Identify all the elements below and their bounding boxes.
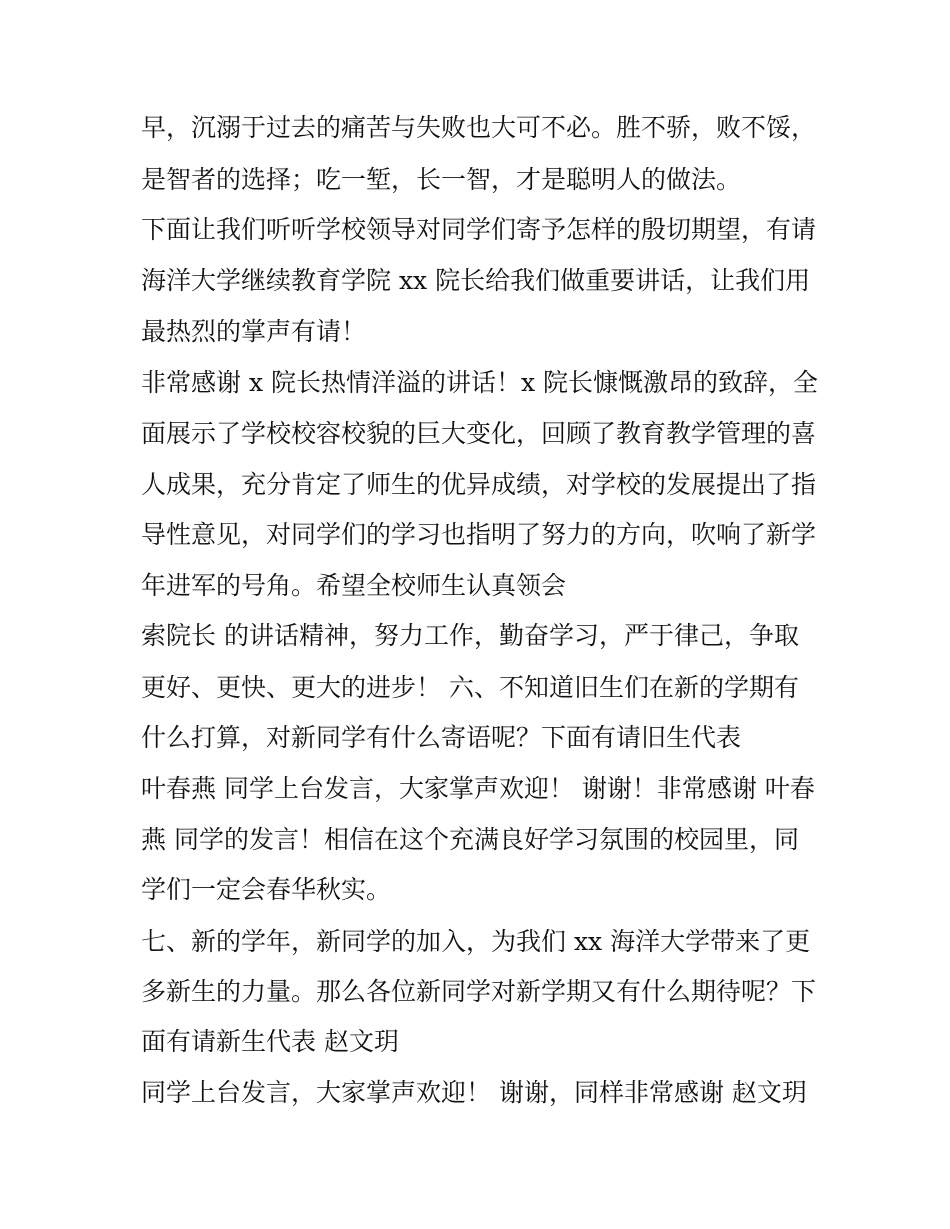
text-line: 下面让我们听听学校领导对同学们寄予怎样的殷切期望，有请: [141, 215, 817, 244]
text-line: 更好、更快、更大的进步！ 六、不知道旧生们在新的学期有: [141, 673, 799, 702]
text-line: 海洋大学继续教育学院 xx 院长给我们做重要讲话，让我们用: [141, 266, 811, 295]
text-line: 叶春燕 同学上台发言，大家掌声欢迎！ 谢谢！非常感谢 叶春: [141, 774, 815, 803]
text-line: 什么打算，对新同学有什么寄语呢？下面有请旧生代表: [141, 723, 742, 752]
text-line: 多新生的力量。那么各位新同学对新学期又有什么期待呢？下: [141, 977, 817, 1006]
text-line: 最热烈的掌声有请！: [141, 317, 367, 346]
text-line: 导性意见，对同学们的学习也指明了努力的方向，吹响了新学: [141, 520, 817, 549]
text-line: 早，沉溺于过去的痛苦与失败也大可不必。胜不骄，败不馁，: [141, 113, 817, 142]
text-line: 人成果，充分肯定了师生的优异成绩，对学校的发展提出了指: [141, 470, 817, 499]
text-line: 是智者的选择；吃一堑，长一智，才是聪明人的做法。: [141, 165, 742, 194]
text-line: 面展示了学校校容校貌的巨大变化，回顾了教育教学管理的喜: [141, 419, 817, 448]
text-line: 同学上台发言，大家掌声欢迎！ 谢谢，同样非常感谢 赵文玥: [141, 1078, 807, 1107]
text-line: 年进军的号角。希望全校师生认真领会: [141, 571, 567, 600]
text-line: 非常感谢 x 院长热情洋溢的讲话！x 院长慷慨激昂的致辞，全: [141, 368, 819, 397]
text-line: 面有请新生代表 赵文玥: [141, 1027, 399, 1056]
text-line: 索院长 的讲话精神，努力工作，勤奋学习，严于律己，争取: [141, 621, 799, 650]
text-line: 学们一定会春华秋实。: [141, 875, 392, 904]
text-line: 七、新的学年，新同学的加入，为我们 xx 海洋大学带来了更: [141, 927, 811, 956]
text-line: 燕 同学的发言！相信在这个充满良好学习氛围的校园里，同: [141, 825, 799, 854]
